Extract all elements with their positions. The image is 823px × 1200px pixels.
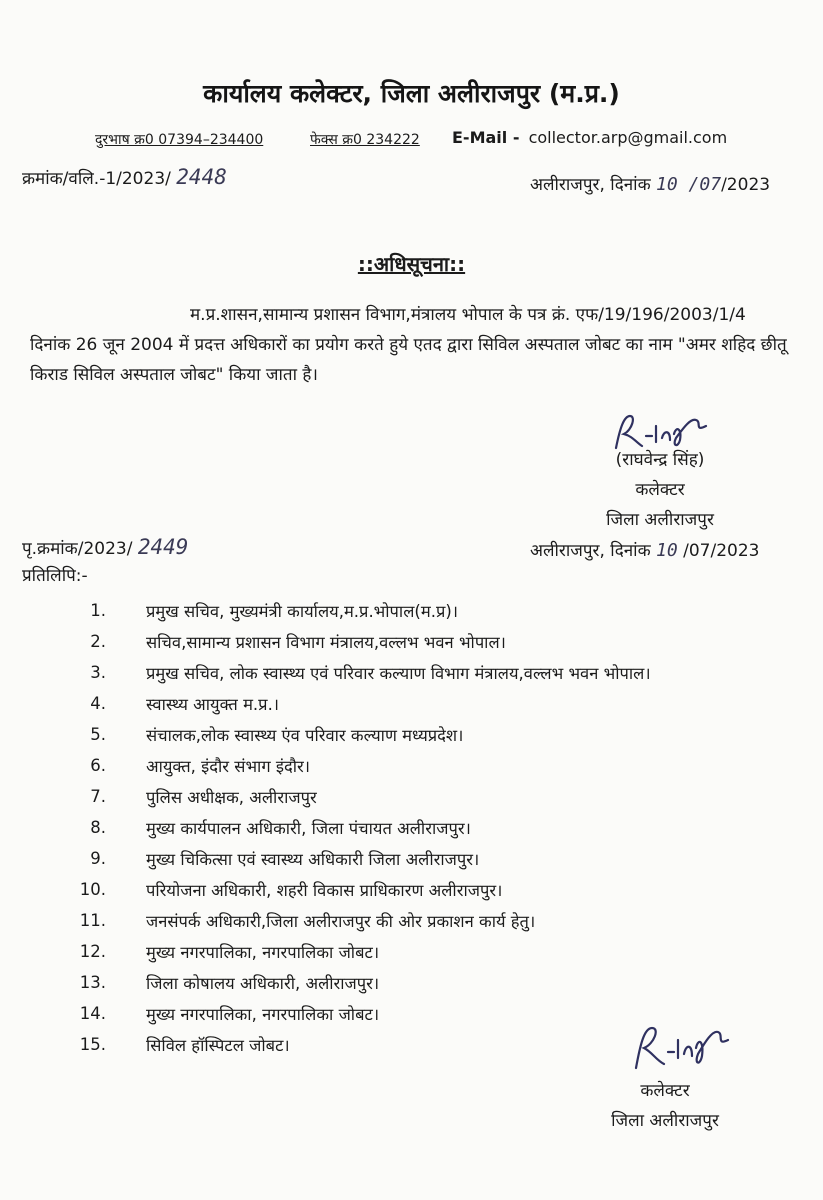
endorsement-handwritten-date: 10 (656, 540, 678, 561)
list-item-number: 14. (79, 1004, 106, 1023)
footer-designation: कलेक्टर (640, 1081, 690, 1101)
list-item (58, 967, 798, 998)
list-item-number: 8. (90, 818, 106, 837)
list-item-text: प्रमुख सचिव, लोक स्वास्थ्य एवं परिवार कल्याण विभाग मंत्रालय,वल्लभ भवन भोपाल। (146, 664, 651, 683)
list-item-text: जिला कोषालय अधिकारी, अलीराजपुर। (146, 974, 380, 993)
list-item (58, 812, 798, 843)
list-item-text: पुलिस अधीक्षक, अलीराजपुर (146, 788, 317, 807)
list-item-text: प्रमुख सचिव, मुख्यमंत्री कार्यालय,म.प्र.भोपाल(म.प्र)। (146, 602, 459, 621)
footer-signature (628, 1018, 738, 1078)
list-item (58, 905, 798, 936)
list-item-text: संचालक,लोक स्वास्थ्य एंव परिवार कल्याण मध्यप्रदेश। (146, 726, 464, 745)
list-item-text: मुख्य नगरपालिका, नगरपालिका जोबट। (146, 1005, 380, 1024)
list-item (58, 595, 798, 626)
email-address: collector.arp@gmail.com (528, 128, 728, 147)
notice-body-text: म.प्र.शासन,सामान्य प्रशासन विभाग,मंत्रालय भोपाल के पत्र क्रं. एफ/19/196/2003/1/4 दिनांक 26 जून 2004 में प्रदत्त अधिकारों का प्रयोग करते हुये एतद द्वारा सिविल अस्पताल जोबट का नाम "अमर शहिद छीतू किराड सिविल अस्पताल जोबट" किया जाता है। (30, 305, 787, 385)
reference-date (530, 172, 770, 195)
list-item (58, 719, 798, 750)
fax-number (310, 130, 420, 149)
list-item-number: 7. (90, 787, 106, 806)
list-item-number: 10. (79, 880, 106, 899)
endorsement-prefix: पृ.क्रमांक/2023/ (22, 539, 133, 559)
reference-place-date: अलीराजपुर, दिनांक (530, 175, 651, 195)
reference-handwritten-date: 10 /07 (656, 174, 722, 195)
list-item-text: मुख्य कार्यपालन अधिकारी, जिला पंचायत अलीराजपुर। (146, 819, 471, 838)
endorsement-place-date: अलीराजपुर, दिनांक (530, 541, 651, 561)
list-item (58, 750, 798, 781)
list-item (58, 781, 798, 812)
list-item-number: 3. (90, 663, 106, 682)
reference-prefix: क्रमांक/वलि.-1/2023/ (22, 169, 171, 189)
endorsement-date-rest: /07/2023 (683, 541, 760, 561)
list-item-text: सिविल हॉस्पिटल जोबट। (146, 1036, 290, 1055)
list-item-number: 12. (79, 942, 106, 961)
notice-heading: ::अधिसूचना:: (357, 252, 466, 276)
footer-district: जिला अलीराजपुर (611, 1111, 719, 1131)
notice-body (30, 300, 790, 390)
list-item-number: 6. (90, 756, 106, 775)
phone-text: दुरभाष क्र0 07394–234400 (95, 132, 264, 148)
list-item (58, 936, 798, 967)
list-item-number: 4. (90, 694, 106, 713)
recipient-list (58, 595, 798, 1060)
list-item-text: परियोजना अधिकारी, शहरी विकास प्राधिकारण अलीराजपुर। (146, 881, 503, 900)
list-item-number: 5. (90, 725, 106, 744)
list-item-text: मुख्य चिकित्सा एवं स्वास्थ्य अधिकारी जिला अलीराजपुर। (146, 850, 480, 869)
list-item-text: मुख्य नगरपालिका, नगरपालिका जोबट। (146, 943, 380, 962)
list-item-text: आयुक्त, इंदौर संभाग इंदौर। (146, 757, 311, 776)
reference-handwritten-number: 2448 (176, 165, 227, 189)
list-item-number: 15. (79, 1035, 106, 1054)
list-item-number: 11. (79, 911, 106, 930)
list-item (58, 657, 798, 688)
list-item-number: 13. (79, 973, 106, 992)
list-item-number: 2. (90, 632, 106, 651)
signatory-designation: कलेक्टर (635, 480, 685, 500)
list-item-text: जनसंपर्क अधिकारी,जिला अलीराजपुर की ओर प्रकाशन कार्य हेतु। (146, 912, 536, 931)
office-title: कार्यालय कलेक्टर, जिला अलीराजपुर (म.प्र.) (203, 79, 620, 108)
endorsement-date (530, 538, 760, 561)
list-item-text: स्वास्थ्य आयुक्त म.प्र.। (146, 695, 280, 714)
list-item (58, 874, 798, 905)
copy-label: प्रतिलिपि:- (22, 566, 88, 586)
signatory-name: (राघवेन्द्र सिंह) (615, 450, 705, 470)
reference-number (22, 165, 227, 189)
email-label: E-Mail - (452, 128, 520, 147)
reference-year: /2023 (721, 175, 771, 195)
endorsement-handwritten-number: 2449 (137, 535, 189, 559)
list-item-number: 1. (90, 601, 106, 620)
fax-text: फेक्स क्र0 234222 (310, 132, 420, 148)
signatory-district: जिला अलीराजपुर (606, 510, 714, 530)
list-item (58, 688, 798, 719)
list-item (58, 626, 798, 657)
list-item-text: सचिव,सामान्य प्रशासन विभाग मंत्रालय,वल्लभ भवन भोपाल। (146, 633, 506, 652)
endorsement-number (22, 535, 188, 559)
email-block (452, 128, 727, 147)
phone-number (95, 130, 263, 149)
list-item (58, 843, 798, 874)
list-item-number: 9. (90, 849, 106, 868)
